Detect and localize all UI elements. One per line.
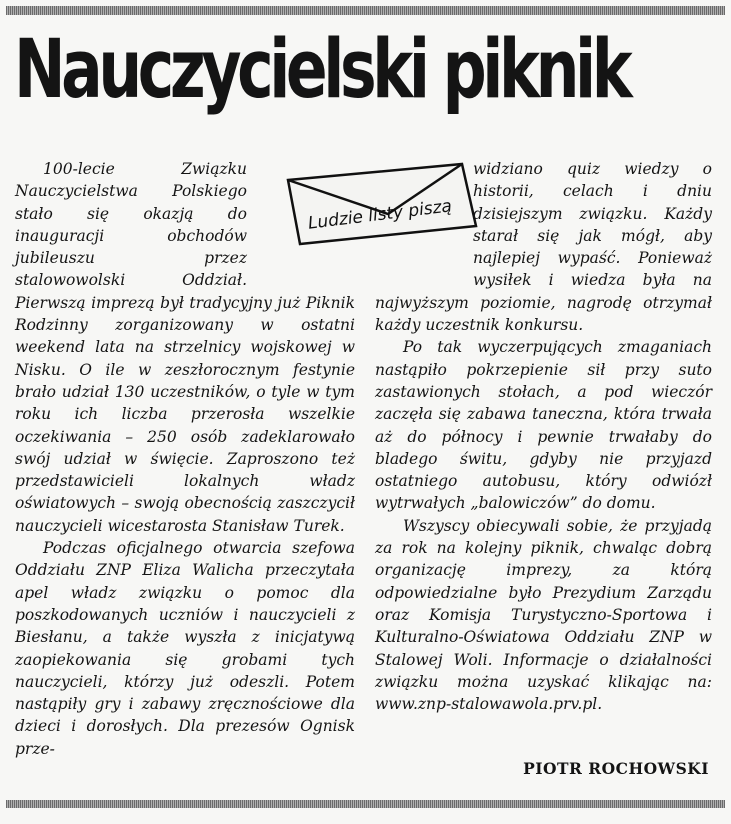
- column-left: [15, 158, 355, 760]
- bottom-rule: [6, 800, 725, 808]
- top-rule: [6, 6, 725, 15]
- logo-gap-right: [375, 158, 473, 270]
- column-right: [375, 158, 712, 715]
- logo-text: Ludzie listy piszą: [306, 196, 454, 234]
- article-title: Nauczycielski piknik: [14, 21, 629, 117]
- paragraph: widziano quiz wiedzy o historii, celach i dniu dzisiejszym związku. Każdy starał się jak mógł, aby najlepiej wypaść. Ponieważ wysiłek i wiedza była na najwyższym poziomie, nagrodę otrzymał każdy uczestnik konkursu.: [375, 160, 712, 335]
- author-byline: PIOTR ROCHOWSKI: [523, 759, 709, 778]
- paragraph: Podczas oficjalnego otwarcia szefowa Oddziału ZNP Eliza Walicha przeczytała apel władz związku o pomoc dla poszkodowanych uczniów i nauczycieli z Biesłanu, a także wyszła z inicjatywą zaopiekowania się grobami tych nauczycieli, którzy już odeszli. Potem nastąpiły gry i zabawy zręcznościowe dla dzieci i dorosłych. Dla prezesów Ognisk prze-: [15, 539, 355, 758]
- logo-gap-left: [247, 158, 355, 270]
- paragraph: Po tak wyczerpujących zmaganiach nastąpiło pokrzepienie sił przy suto zastawionych stołach, a pod wieczór zaczęła się zabawa taneczna, która trwała aż do północy i pewnie trwałaby do bladego świtu, gdyby nie przyjazd ostatniego autobusu, który odwiózł wytrwałych „balowiczów” do domu.: [375, 338, 712, 513]
- paragraph: 100-lecie Związku Nauczycielstwa Polskiego stało się okazją do inauguracji obchodów jubileuszu przez stalowowolski Oddział. Pierwszą imprezą był tradycyjny już Piknik Rodzinny zorganizowany w ostatni weekend lata na strzelnicy wojskowej w Nisku. O ile w zeszłorocznym festynie brało udział 130 uczestników, o tyle w tym roku ich liczba przerosła wszelkie oczekiwania – 250 osób zadeklarowało swój udział w święcie. Zaproszono też przedstawicieli lokalnych władz oświatowych – swoją obecnością zaszczycił nauczycieli wicestarosta Stanisław Turek.: [15, 160, 355, 535]
- paragraph: Wszyscy obiecywali sobie, że przyjadą za rok na kolejny piknik, chwaląc dobrą organizację imprezy, za którą odpowiedzialne było Prezydium Zarządu oraz Komisja Turystyczno-Sportowa i Kulturalno-Oświatowa Oddziału ZNP w Stalowej Woli. Informacje o działalności związku można uzyskać klikając na: www.znp-stalowawola.prv.pl.: [375, 516, 712, 714]
